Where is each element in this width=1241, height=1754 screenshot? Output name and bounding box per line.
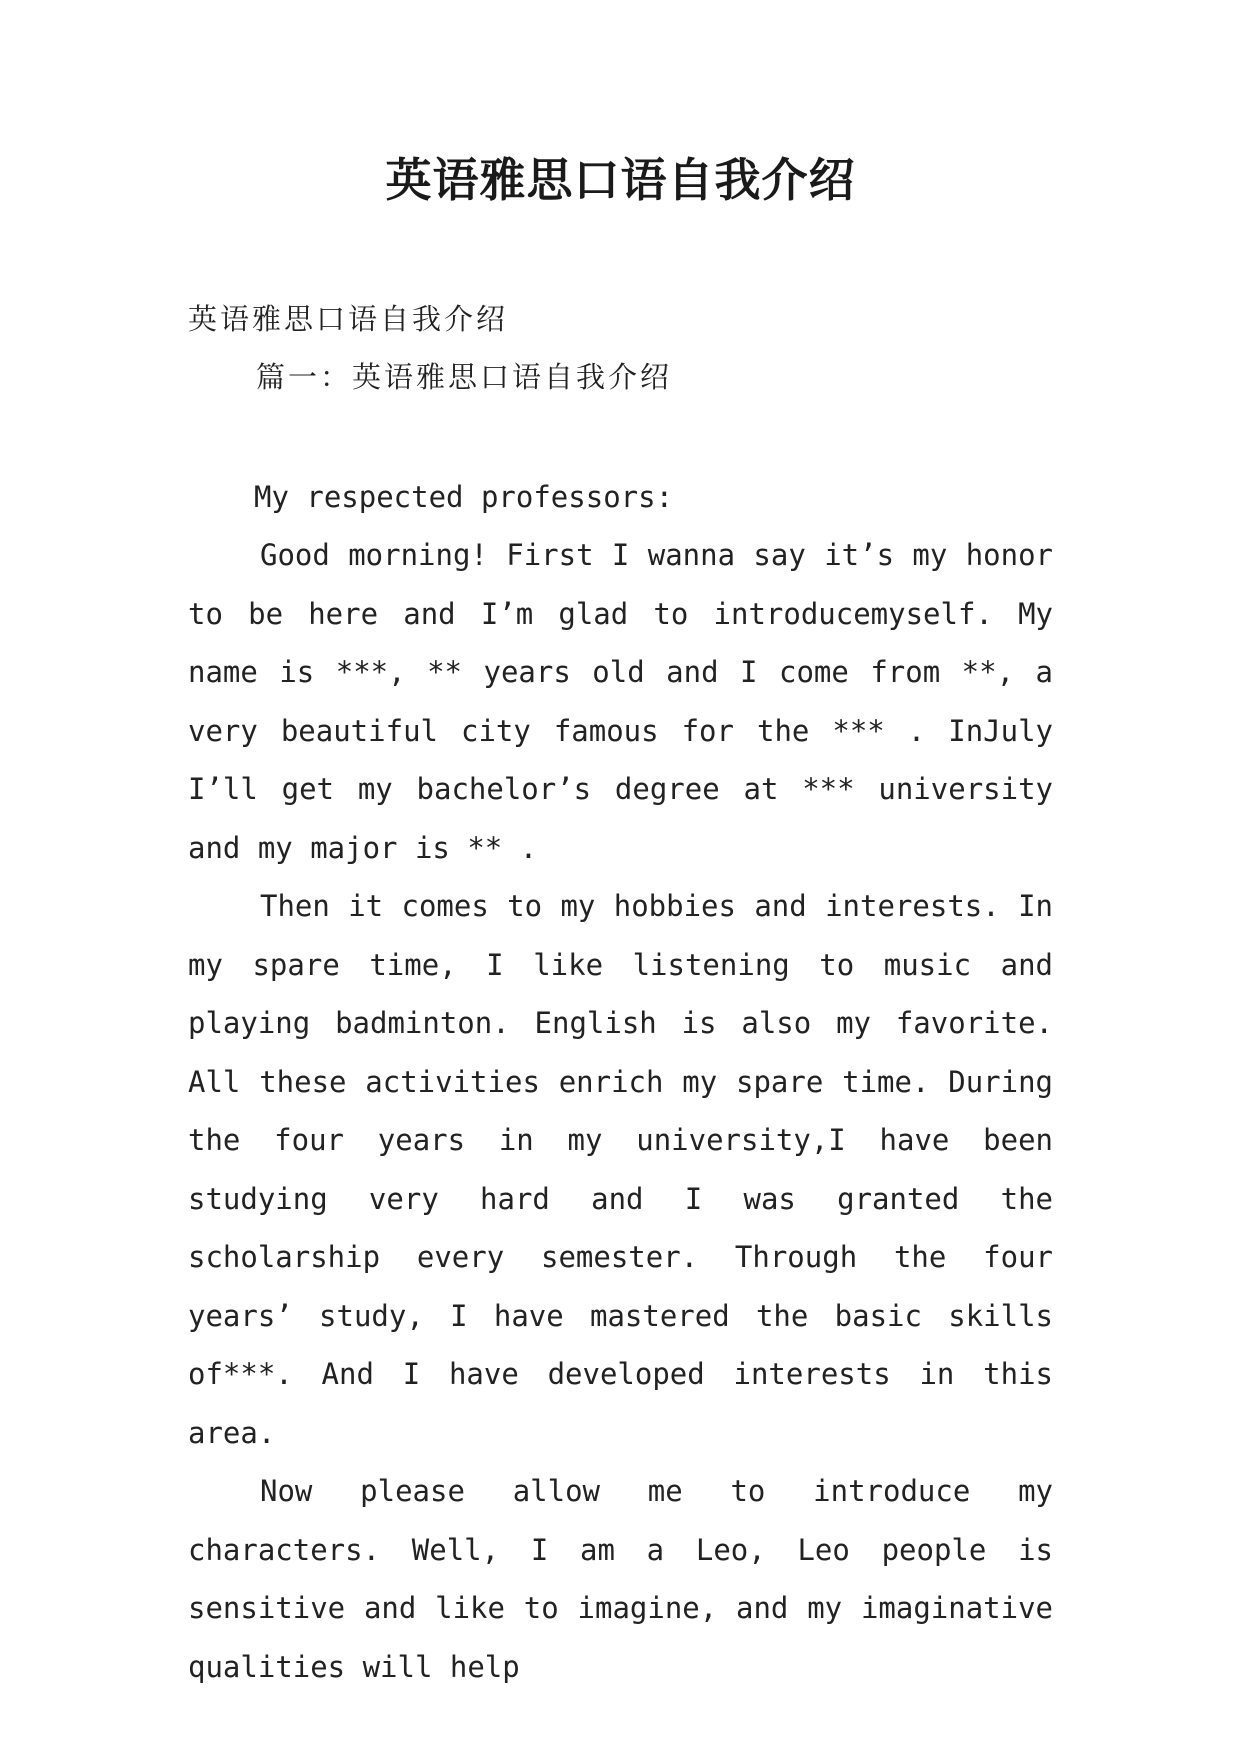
document-body (188, 290, 1053, 1696)
blank-line (188, 406, 1053, 468)
paragraph-introduction: Good morning! First I wanna say it’s my honor to be here and I’m glad to introducemyself. My name is ***, ** years old and I come from **, a very beautiful city famous for the *** . InJuly I’ll get my bachelor’s degree at *** university and my major is ** . (188, 538, 1053, 865)
document-subtitle: 英语雅思口语自我介绍 (188, 302, 509, 336)
paragraph-hobbies: Then it comes to my hobbies and interests. In my spare time, I like listening to music and playing badminton. English is also my favorite. All these activities enrich my spare time. During the four years in my university,I have been studying very hard and I was granted the scholarship every semester. Through the four years’ study, I have mastered the basic skills of***. And I have developed interests in this area. (188, 889, 1053, 1450)
section-heading: 篇一：英语雅思口语自我介绍 (256, 360, 673, 394)
paragraph-characters: Now please allow me to introduce my characters. Well, I am a Leo, Leo people is sensitive and like to imagine, and my imaginative qualities will help (188, 1474, 1053, 1684)
salutation: My respected professors: (254, 480, 674, 514)
document-title: 英语雅思口语自我介绍 (385, 153, 856, 207)
